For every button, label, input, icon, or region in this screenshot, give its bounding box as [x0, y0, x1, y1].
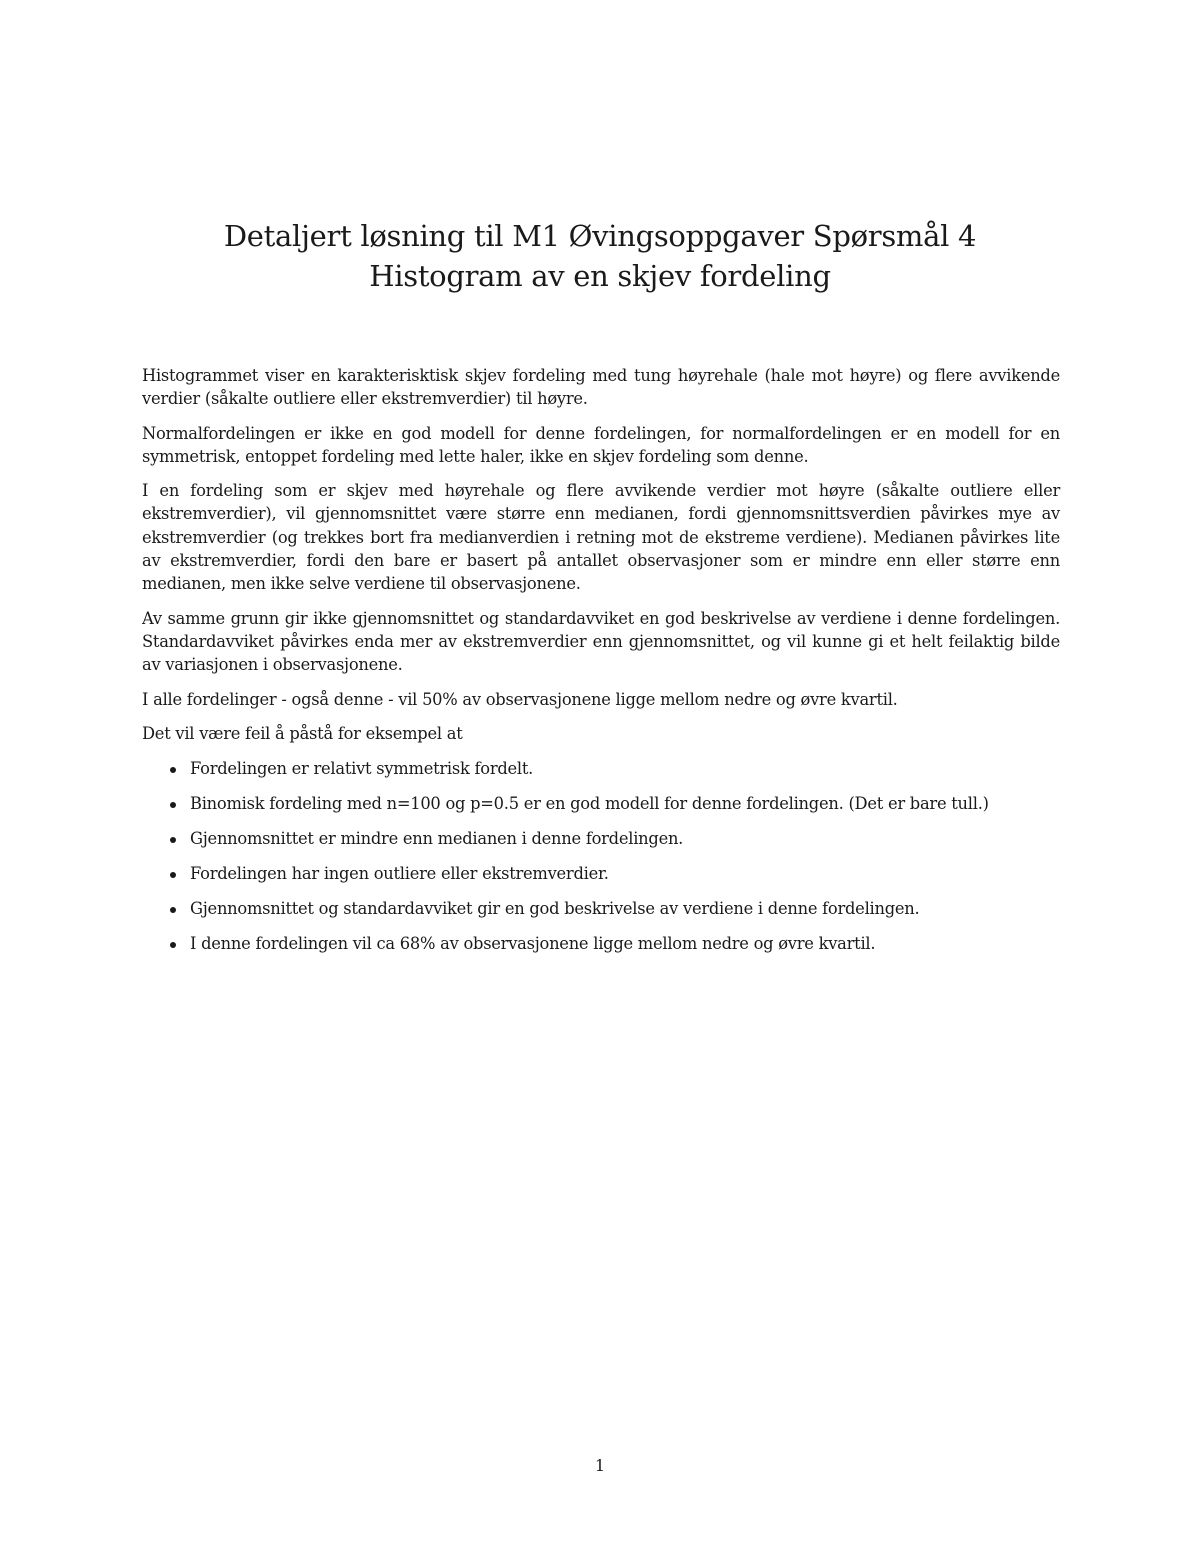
- bullet-icon: [170, 872, 176, 878]
- bullet-item: [142, 897, 1060, 920]
- page-number: 1: [594, 1456, 606, 1475]
- paragraph-6: Det vil være feil å påstå for eksempel at: [142, 723, 463, 743]
- bullet-icon: [170, 767, 176, 773]
- bullet-text: Binomisk fordeling med n=100 og p=0.5 er en god modell for denne fordelingen. (Det er bare tull.): [190, 794, 989, 814]
- bullet-text: Fordelingen er relativt symmetrisk fordelt.: [190, 759, 534, 779]
- bullet-icon: [170, 802, 176, 808]
- bullet-list: [142, 757, 1060, 955]
- paragraph-5: I alle fordelinger - også denne - vil 50% av observasjonene ligge mellom nedre og øvre kvartil.: [142, 689, 898, 709]
- bullet-item: [142, 932, 1060, 955]
- paragraph-1: Histogrammet viser en karakterisktisk skjev fordeling med tung høyrehale (hale mot høyre) og flere avvikende verdier (såkalte outliere eller ekstremverdier) til høyre.: [142, 366, 1060, 409]
- bullet-text: Gjennomsnittet og standardavviket gir en god beskrivelse av verdiene i denne fordelingen.: [190, 898, 920, 918]
- paragraph-2: Normalfordelingen er ikke en god modell for denne fordelingen, for normalfordelingen er en modell for en symmetrisk, entoppet fordeling med lette haler, ikke en skjev fordeling som denne.: [142, 423, 1060, 466]
- bullet-text: Fordelingen har ingen outliere eller ekstremverdier.: [190, 863, 609, 883]
- document-title: [140, 216, 1060, 296]
- bullet-item: [142, 792, 1060, 815]
- bullet-icon: [170, 837, 176, 843]
- paragraph-4: Av samme grunn gir ikke gjennomsnittet og standardavviket en god beskrivelse av verdiene i denne fordelingen. Standardavviket påvirkes enda mer av ekstremverdier enn gjennomsnittet, og vil kunne gi et helt feilaktig bilde av variasjonen i observasjonene.: [142, 608, 1060, 675]
- bullet-item: [142, 862, 1060, 885]
- paragraph-3: I en fordeling som er skjev med høyrehale og flere avvikende verdier mot høyre (såkalte outliere eller ekstremverdier), vil gjennomsnittet være større enn medianen, fordi gjennomsnittsverdien påvirkes mye av ekstremverdier (og trekkes bort fra medianverdien i retning mot de ekstreme verdiene). Medianen påvirkes lite av ekstremverdier, fordi den bare er basert på antallet observasjoner som er mindre enn eller større enn medianen, men ikke selve verdiene til observasjonene.: [142, 481, 1060, 594]
- bullet-item: [142, 757, 1060, 780]
- bullet-icon: [170, 942, 176, 948]
- document-body: [142, 364, 1060, 967]
- bullet-text: Gjennomsnittet er mindre enn medianen i denne fordelingen.: [190, 828, 684, 848]
- bullet-item: [142, 827, 1060, 850]
- title-line-1: Detaljert løsning til M1 Øvingsoppgaver Spørsmål 4: [223, 219, 977, 253]
- bullet-icon: [170, 907, 176, 913]
- bullet-text: I denne fordelingen vil ca 68% av observasjonene ligge mellom nedre og øvre kvartil.: [190, 933, 876, 953]
- title-line-2: Histogram av en skjev fordeling: [369, 259, 831, 293]
